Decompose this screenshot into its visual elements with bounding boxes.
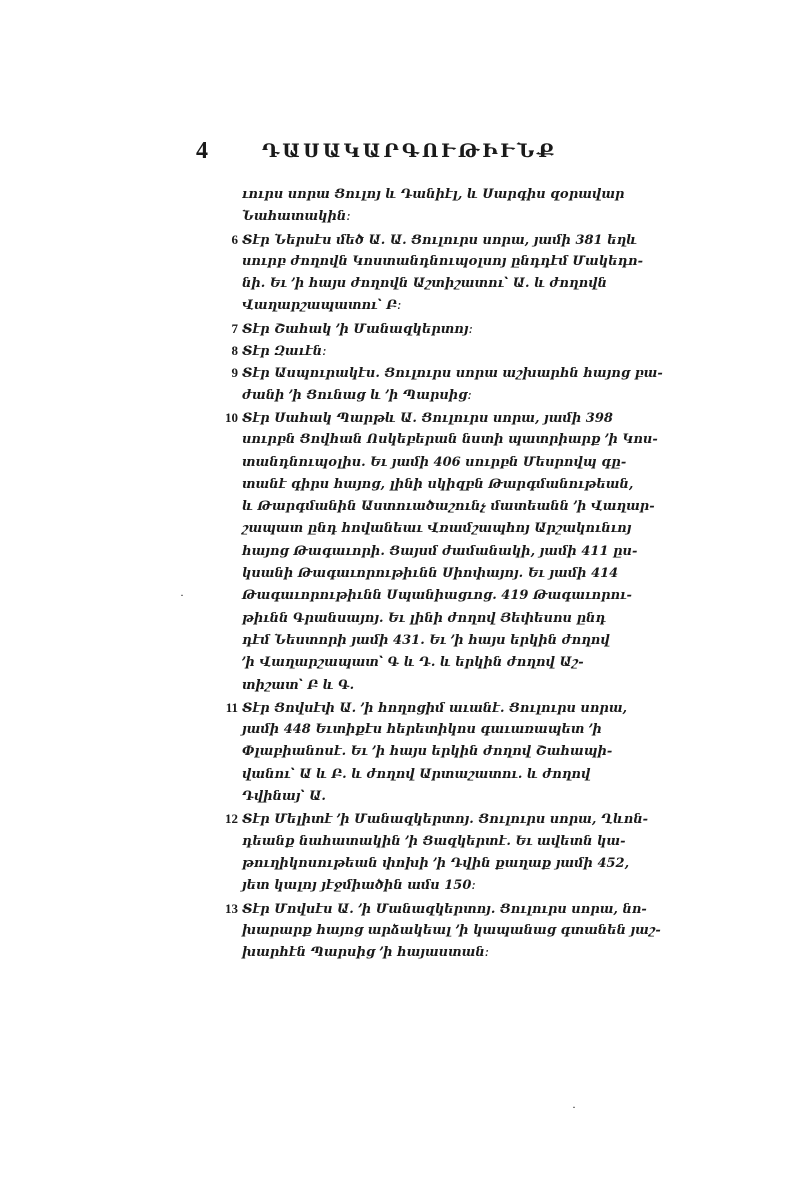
text-line: յետ կալոյ յէջմիածին ամս 150։ — [242, 878, 476, 894]
margin-mark: · — [572, 1100, 576, 1114]
text-line: խարհէն Պարսից ՚ի հայաստան։ — [242, 945, 490, 961]
text-line — [214, 362, 684, 384]
list-entry — [214, 898, 684, 965]
text-line: դէմ Նեստորի յամի 431․ Եւ ՚ի հայս երկին ժողով — [242, 632, 610, 648]
entry-text: Տէր Զաւէն։ — [242, 344, 327, 360]
text-line: սուրբն Ցովհան Ոսկեբերան նստի պատրիարք ՚ի Կոս- — [242, 432, 658, 448]
entry-number: 6 — [231, 231, 238, 247]
text-line: ՚ի Վաղարշապատ՝ Գ և Դ․ և երկին ժողով Աշ- — [242, 655, 584, 671]
text-line: կսանի Թագաւորութիւնն Սիոփայոյ․ Եւ յամի 414 — [242, 566, 619, 582]
text-line — [214, 407, 684, 429]
text-line: տանդնուպօլիս․ Եւ յամի 406 սուրբն Մեսրովպ գը- — [242, 454, 627, 470]
entry-text: Տէր Շահակ ՚ի Մանազկերտոյ։ — [242, 321, 473, 337]
entry-text: Տէր Ասպուրակէս․ Ցուլուրս սորա աշխարհն հայոց բա- — [242, 366, 663, 382]
list-entry — [214, 318, 684, 340]
text-line: դեանք նահատակին ՚ի Ցազկերտէ․ Եւ ավետն կա- — [242, 833, 626, 849]
list-entry — [214, 808, 684, 897]
text-line — [214, 340, 684, 362]
page-number: 4 — [196, 138, 208, 164]
text-line: նի․ Եւ ՚ի հայս ժողովն Աշտիշատու՝ Ա․ և ժողովն — [242, 276, 607, 292]
text-line — [214, 697, 684, 719]
entry-text: Տէր Ցովսէփ Ա․ ՚ի հողոցիմ աւանէ․ Ցուլուրս սորա, — [242, 700, 628, 716]
entry-text: Տէր Մելիտէ ՚ի Մանազկերտոյ․ Ցուլուրս սորա, Ղևոն- — [242, 812, 649, 828]
text-line: խարարք հայոց արձակեալ ՚ի կապանաց գտանեն յաշ- — [242, 922, 661, 938]
text-line: հայոց Թագաւորի․ Ցայսմ ժամանակի, յամի 411 ըս- — [242, 543, 638, 559]
entry-number: 7 — [231, 320, 238, 336]
catholicos-list — [214, 229, 684, 965]
entry-text: Տէր Մովսէս Ա․ ՚ի Մանազկերտոյ․ Ցուլուրս սորա, նո- — [242, 901, 647, 917]
list-entry — [214, 362, 684, 407]
text-line: Վաղարշապատու՝ Բ։ — [242, 298, 402, 314]
text-line — [214, 318, 684, 340]
text-line: Փլաբիանոսէ․ Եւ ՚ի հայս երկին ժողով Շահապի- — [242, 744, 613, 760]
text-line — [214, 898, 684, 920]
list-entry — [214, 697, 684, 808]
text-line: Նահատակին։ — [242, 209, 351, 225]
text-line: տիշատ՝ Բ և Գ․ — [242, 677, 355, 693]
text-line — [214, 808, 684, 830]
continuation-paragraph — [214, 184, 684, 229]
text-line: վանու՝ Ա և Բ․ և ժողով Արտաշատու․ և ժողով — [242, 766, 591, 782]
text-line: ժանի ՚ի Ցունաց և ՚ի Պարսից։ — [242, 387, 472, 403]
entry-number: 10 — [225, 409, 238, 425]
text-line: տանէ գիրս հայոց, լինի սկիզբն Թարգմանութեան, — [242, 476, 634, 492]
entry-number: 9 — [231, 365, 238, 381]
entry-number: 8 — [231, 343, 238, 359]
list-entry — [214, 340, 684, 362]
text-line: շապատ ընդ հովանեաւ Վռամշապհոյ Արշակունւոյ — [242, 521, 632, 537]
running-title: ԴԱՍԱԿԱՐԳՈՒԹԻՒՆՔ — [262, 140, 558, 162]
text-line: թուղիկոսութեան փոխի ՚ի Դվին քաղաք յամի 452, — [242, 855, 630, 871]
text-line — [214, 229, 684, 251]
entry-text: Տէր Ներսէս մեծ Ա․ Ա․ Ցուլուրս սորա, յամի 381 եղև — [242, 232, 638, 248]
entry-number: 12 — [225, 811, 238, 827]
list-entry — [214, 229, 684, 318]
text-line: Դվինայ՝ Ա․ — [242, 789, 326, 805]
text-line: սուրբ ժողովն Կոստանդնուպօլսոյ ընդդէմ Մակեդո- — [242, 253, 643, 269]
list-entry — [214, 407, 684, 697]
entry-number: 13 — [225, 900, 238, 916]
text-line: թիւնն Գրանսայոյ․ Եւ լինի ժողով Յեփեսոս ընդ — [242, 610, 606, 626]
text-line: և Թարգմանին Աստուածաշունչ մատեանն ՚ի Վաղար- — [242, 499, 655, 515]
text-line: ւուրս սորա Ցուլոյ և Դանիէլ, և Սարգիս զօրավար — [242, 187, 625, 202]
text-line: յամի 448 Եւտիքէս հերետիկոս գաւառապետ ՚ի — [242, 722, 602, 738]
entry-text: Տէր Սահակ Պարթև Ա․ Ցուլուրս սորա, յամի 398 — [242, 410, 613, 426]
margin-mark: · — [180, 588, 184, 602]
text-line: Թագաւորութիւնն Սպանիացւոց․ 419 Թագաւորու- — [242, 588, 632, 604]
page-body — [214, 184, 684, 964]
entry-number: 11 — [225, 699, 238, 715]
